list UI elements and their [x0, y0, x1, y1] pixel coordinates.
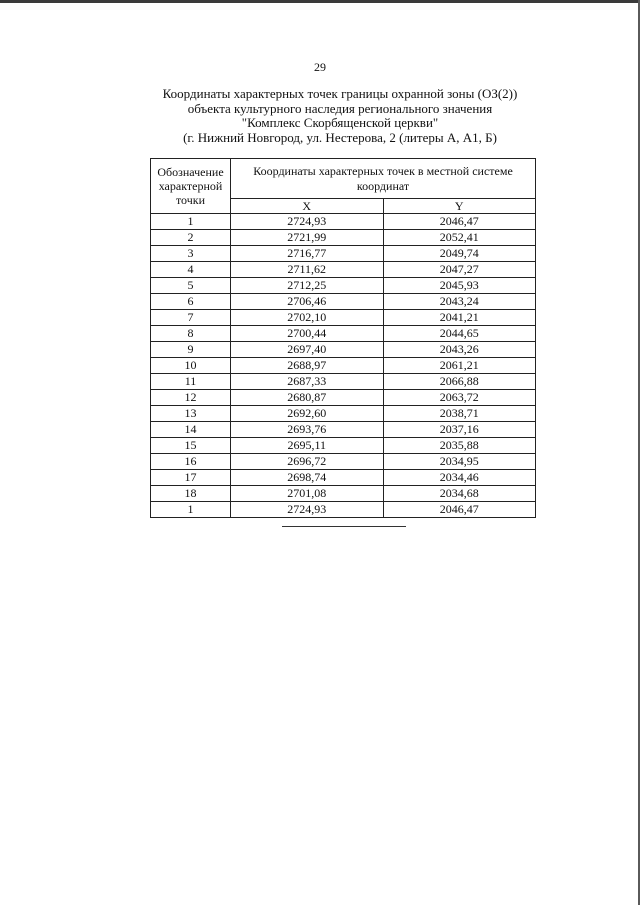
point-cell: 18: [151, 486, 231, 502]
table-row: [151, 390, 536, 406]
y-cell: 2049,74: [383, 246, 536, 262]
point-cell: 5: [151, 278, 231, 294]
x-cell: 2724,93: [231, 214, 384, 230]
y-cell: 2034,95: [383, 454, 536, 470]
x-cell: 2721,99: [231, 230, 384, 246]
point-cell: 1: [151, 214, 231, 230]
table-row: [151, 502, 536, 518]
point-cell: 15: [151, 438, 231, 454]
x-cell: 2693,76: [231, 422, 384, 438]
x-cell: 2706,46: [231, 294, 384, 310]
y-cell: 2047,27: [383, 262, 536, 278]
y-cell: 2046,47: [383, 502, 536, 518]
x-cell: 2716,77: [231, 246, 384, 262]
y-cell: 2034,46: [383, 470, 536, 486]
y-cell: 2061,21: [383, 358, 536, 374]
x-cell: 2688,97: [231, 358, 384, 374]
x-cell: 2696,72: [231, 454, 384, 470]
x-cell: 2695,11: [231, 438, 384, 454]
point-cell: 10: [151, 358, 231, 374]
point-cell: 17: [151, 470, 231, 486]
table-row: [151, 454, 536, 470]
x-cell: 2712,25: [231, 278, 384, 294]
x-cell: 2692,60: [231, 406, 384, 422]
table-row: [151, 310, 536, 326]
table-row: [151, 278, 536, 294]
y-column-header: Y: [383, 199, 536, 214]
y-cell: 2035,88: [383, 438, 536, 454]
y-cell: 2043,26: [383, 342, 536, 358]
table-row: [151, 438, 536, 454]
table-row: [151, 374, 536, 390]
table-row: [151, 230, 536, 246]
title-line-4: (г. Нижний Новгород, ул. Нестерова, 2 (литеры А, А1, Б): [183, 129, 497, 145]
table-row: [151, 470, 536, 486]
y-cell: 2066,88: [383, 374, 536, 390]
x-cell: 2687,33: [231, 374, 384, 390]
x-cell: 2724,93: [231, 502, 384, 518]
y-cell: 2037,16: [383, 422, 536, 438]
table-body: [151, 214, 536, 518]
table-row: [151, 342, 536, 358]
table-row: [151, 262, 536, 278]
y-cell: 2046,47: [383, 214, 536, 230]
point-cell: 4: [151, 262, 231, 278]
table-row: [151, 294, 536, 310]
y-cell: 2038,71: [383, 406, 536, 422]
page-number: 29: [314, 60, 326, 74]
table-row: [151, 422, 536, 438]
x-cell: 2702,10: [231, 310, 384, 326]
y-cell: 2063,72: [383, 390, 536, 406]
point-cell: 8: [151, 326, 231, 342]
x-cell: 2697,40: [231, 342, 384, 358]
footer-divider: [282, 526, 406, 527]
y-cell: 2041,21: [383, 310, 536, 326]
y-cell: 2045,93: [383, 278, 536, 294]
x-cell: 2680,87: [231, 390, 384, 406]
y-cell: 2052,41: [383, 230, 536, 246]
x-cell: 2701,08: [231, 486, 384, 502]
table-row: [151, 486, 536, 502]
point-cell: 1: [151, 502, 231, 518]
point-cell: 14: [151, 422, 231, 438]
title-line-3: "Комплекс Скорбященской церкви": [241, 115, 439, 130]
table-row: [151, 214, 536, 230]
point-cell: 2: [151, 230, 231, 246]
x-column-header: X: [231, 199, 384, 214]
point-cell: 3: [151, 246, 231, 262]
table-row: [151, 246, 536, 262]
document-title: [150, 87, 530, 145]
point-cell: 6: [151, 294, 231, 310]
point-cell: 7: [151, 310, 231, 326]
point-cell: 16: [151, 454, 231, 470]
y-cell: 2034,68: [383, 486, 536, 502]
title-line-2: объекта культурного наследия регионального значения: [187, 100, 493, 116]
y-cell: 2044,65: [383, 326, 536, 342]
table-row: [151, 406, 536, 422]
point-cell: 9: [151, 342, 231, 358]
title-line-1: Координаты характерных точек границы охранной зоны (ОЗ(2)): [162, 86, 518, 101]
table-row: [151, 326, 536, 342]
coordinates-column-header: Координаты характерных точек в местной системе координат: [231, 159, 536, 199]
coordinates-table: [150, 158, 536, 518]
table-row: [151, 358, 536, 374]
point-cell: 13: [151, 406, 231, 422]
point-cell: 11: [151, 374, 231, 390]
x-cell: 2711,62: [231, 262, 384, 278]
top-border-line: [0, 0, 640, 3]
point-cell: 12: [151, 390, 231, 406]
y-cell: 2043,24: [383, 294, 536, 310]
point-column-header: Обозначение характерной точки: [151, 159, 231, 214]
x-cell: 2698,74: [231, 470, 384, 486]
x-cell: 2700,44: [231, 326, 384, 342]
